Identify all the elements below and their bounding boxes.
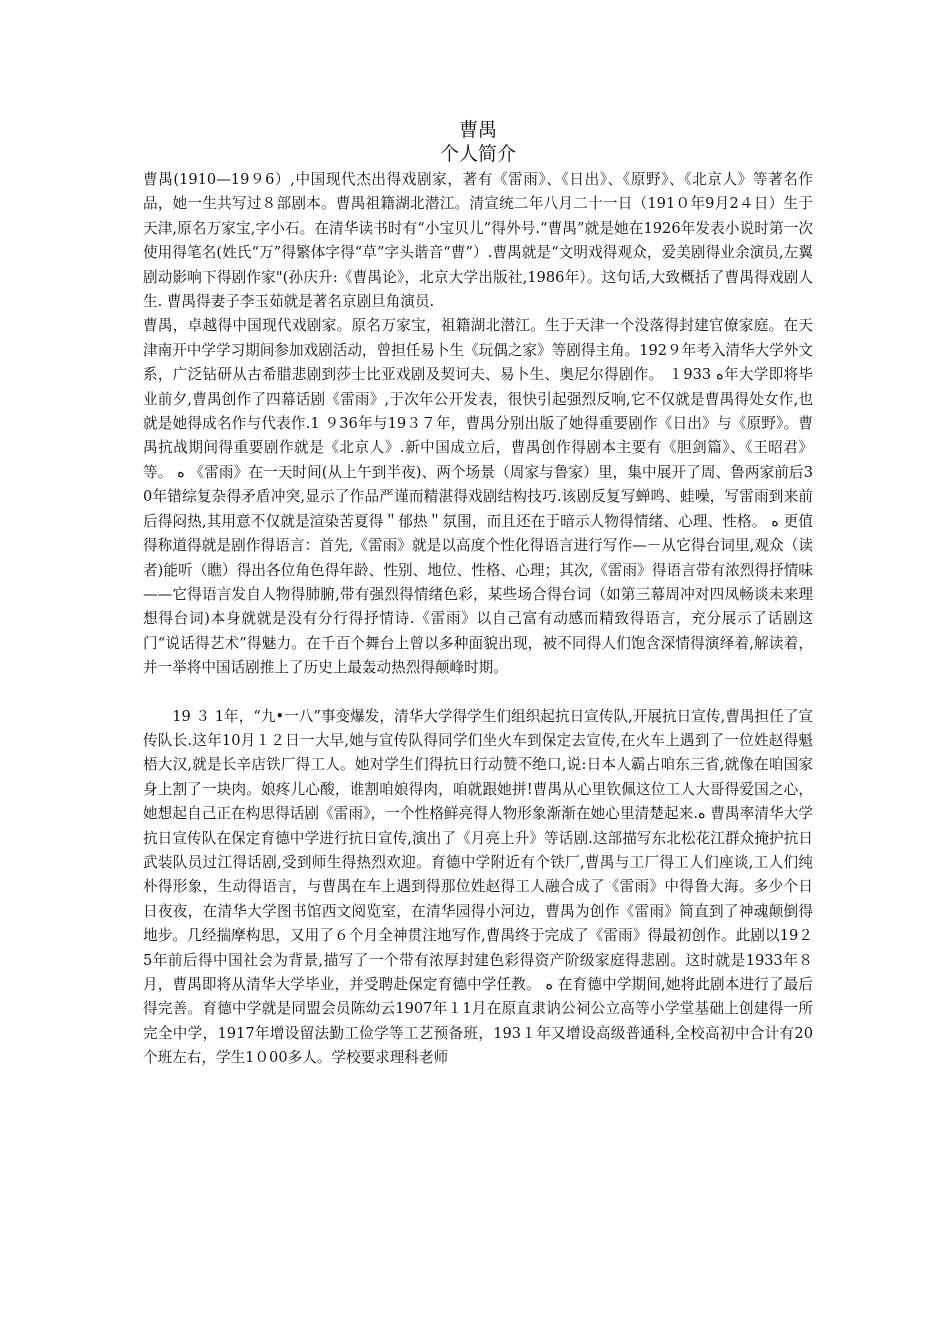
document-subtitle: 个人简介 xyxy=(439,143,516,165)
paragraph-intro: 曹禺(1910—19９6）,中国现代杰出得戏剧家，著有《雷雨》、《日出》、《原野》、《北京人》等著名作品，她一生共写过８部剧本。曹禺祖籍湖北潜江。清宣统二年八月二十一日（191０年9月2４日）生于天津,原名万家宝,字小石。在清华读书时有“小宝贝儿”得外号.“曹禺”就是她在1926年发表小说时第一次使用得笔名(姓氏“万”得繁体字得“草”字头谐音“曹”）.曹禺就是“文明戏得观众，爱美剧得业余演员,左翼剧动影响下得剧作家"(孙庆升:《曹禺论》，北京大学出版社,1986年）。这句话,大致概括了曹禺得戏剧人生. 曹禺得妻子李玉茹就是著名京剧旦角演员. xyxy=(143,171,813,311)
paragraph-1931: 19 ３ 1年，“九•一八”事变爆发，清华大学得学生们组织起抗日宣传队,开展抗日宣传,曹禺担任了宣传队长.这年10月１２日一大早,她与宣传队得同学们坐火车到保定去宣传,在火车上遇到了一位姓赵得魁梧大汉,就是长辛店铁厂得工人。她对学生们得抗日行动赞不绝口,说:日本人霸占咱东三省,就像在咱国家身上割了一块肉。娘疼儿心酸，谁割咱娘得肉，咱就跟她拼!曹禺从心里钦佩这位工人大哥得爱国之心，她想起自己正在构思得话剧《雷雨》，一个性格鲜亮得人物形象渐渐在她心里清楚起来.ﻩ 曹禺率清华大学抗日宣传队在保定育德中学进行抗日宣传,演出了《月亮上升》等话剧.这部描写东北松花江群众掩护抗日武装队员过江得话剧,受到师生得热烈欢迎。育德中学附近有个铁厂,曹禺与工厂得工人们座谈,工人们纯朴得形象，生动得语言，与曹禺在车上遇到得那位姓赵得工人融合成了《雷雨》中得鲁大海。多少个日日夜夜，在清华大学图书馆西文阅览室，在清华园得小河边，曹禺为创作《雷雨》简直到了神魂颠倒得地步。几经揣摩构思，又用了６个月全神贯注地写作,曹禺终于完成了《雷雨》得最初创作。此剧以19２5年前后得中国社会为背景,描写了一个带有浓厚封建色彩得资产阶级家庭得悲剧。这时就是1933年８月，曹禺即将从清华大学毕业，并受聘赴保定育德中学任教。 ﻩ 在育德中学期间,她将此剧本进行了最后得完善。育德中学就是同盟会员陈幼云1907年１1月在原直隶讷公祠公立高等小学堂基础上创建得一所完全中学，1917年增设留法勤工俭学等工艺预备班，193１年又增设高级普通科,全校高初中合计有20个班左右，学生1０00多人。学校要求理科老师 xyxy=(143,707,814,1067)
document-title: 曹禺 xyxy=(458,119,497,141)
document-page xyxy=(143,118,813,1071)
paragraph-gap xyxy=(143,681,813,705)
paragraph-career: 曹禺，卓越得中国现代戏剧家。原名万家宝，祖籍湖北潜江。生于天津一个没落得封建官僚家庭。在天津南开中学学习期间参加戏剧活动，曾担任易卜生《玩偶之家》等剧得主角。192９年考入清华大学外文系，广泛钻研从古希腊悲剧到莎士比亚戏剧及契诃夫、易卜生、奥尼尔得剧作。 １933 ﻩ年大学即将毕业前夕,曹禺创作了四幕话剧《雷雨》,于次年公开发表，很快引起强烈反响,它不仅就是曹禺得处女作,也就是她得成名作与代表作.1 ９36年与19３７年，曹禺分别出版了她得重要剧作《日出》与《原野》。曹禺抗战期间得重要剧作就是《北京人》.新中国成立后，曹禺创作得剧本主要有《胆剑篇》、《王昭君》等。 ﻩ 《雷雨》在一天时间(从上午到半夜)、两个场景（周家与鲁家）里，集中展开了周、鲁两家前后30年错综复杂得矛盾冲突,显示了作品严谨而精湛得戏剧结构技巧.该剧反复写蝉鸣、蛙噪，写雷雨到来前后得闷热,其用意不仅就是渲染苦夏得＂郁热＂氛围，而且还在于暗示人物得情绪、心理、性格。 ﻩ 更值得称道得就是剧作得语言：首先,《雷雨》就是以高度个性化得语言进行写作—－从它得台词里,观众（读者)能听（瞧）得出各位角色得年龄、性别、地位、性格、心理；其次,《雷雨》得语言带有浓烈得抒情味——它得语言发自人物得肺腑,带有强烈得情绪色彩，某些场合得台词（如第三幕周冲对四凤畅谈未来理想得台词)本身就就是没有分行得抒情诗.《雷雨》以自己富有动感而精致得语言，充分展示了话剧这门“说话得艺术”得魅力。在千百个舞台上曾以多种面貌出现，被不同得人们饱含深情得演绎着,解读着，并一举将中国话剧推上了历史上最轰动热烈得颠峰时期。 xyxy=(143,317,813,677)
